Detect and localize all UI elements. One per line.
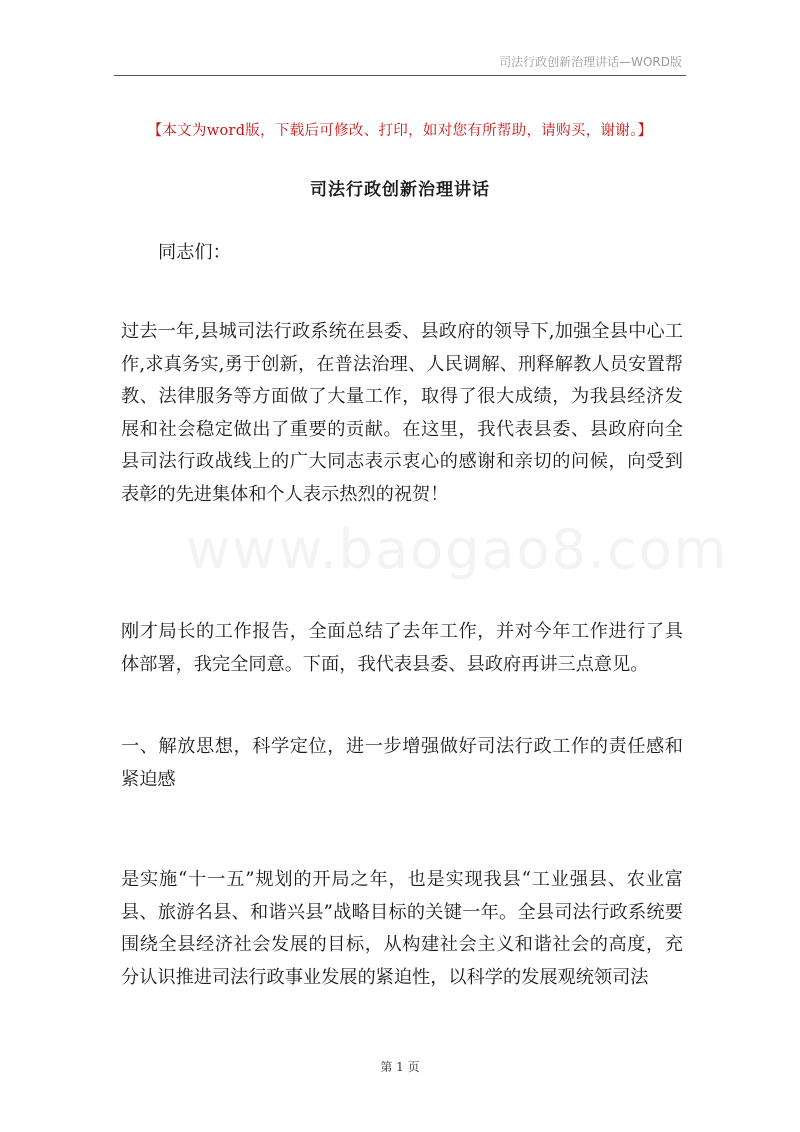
paragraph-1: 过去一年,县城司法行政系统在县委、县政府的领导下,加强全县中心工作,求真务实,勇于创新，在普法治理、人民调解、刑释解教人员安置帮教、法律服务等方面做了大量工作，取得了很大成绩，为我县经济发展和社会稳定做出了重要的贡献。在这里，我代表县委、县政府向全县司法行政战线上的广大同志表示衷心的感谢和亲切的问候，向受到表彰的先进集体和个人表示热烈的祝贺！ [121,321,683,505]
watermark: www.baogao8.com [186,518,729,581]
document-title: 司法行政创新治理讲话 [310,180,490,200]
download-notice: 【本文为word版，下载后可修改、打印，如对您有所帮助，请购买，谢谢。】 [147,123,653,139]
salutation: 同志们： [158,242,231,263]
paragraph-3: 是实施“十一五”规划的开局之年，也是实现我县“工业强县、农业富县、旅游名县、和谐兴县”战略目标的关键一年。全县司法行政系统要围绕全县经济社会发展的目标，从构建社会主义和谐社会的高度，充分认识推进司法行政事业发展的紧迫性，以科学的发展观统领司法 [121,869,683,988]
page-number: 第 1 页 [380,1060,420,1074]
running-header: 司法行政创新治理讲话—WORD版 [499,55,682,69]
header-divider [114,75,686,76]
paragraph-2: 刚才局长的工作报告，全面总结了去年工作，并对今年工作进行了具体部署，我完全同意。下面，我代表县委、县政府再讲三点意见。 [121,621,683,675]
section-heading-1: 一、解放思想，科学定位，进一步增强做好司法行政工作的责任感和紧迫感 [121,736,683,790]
